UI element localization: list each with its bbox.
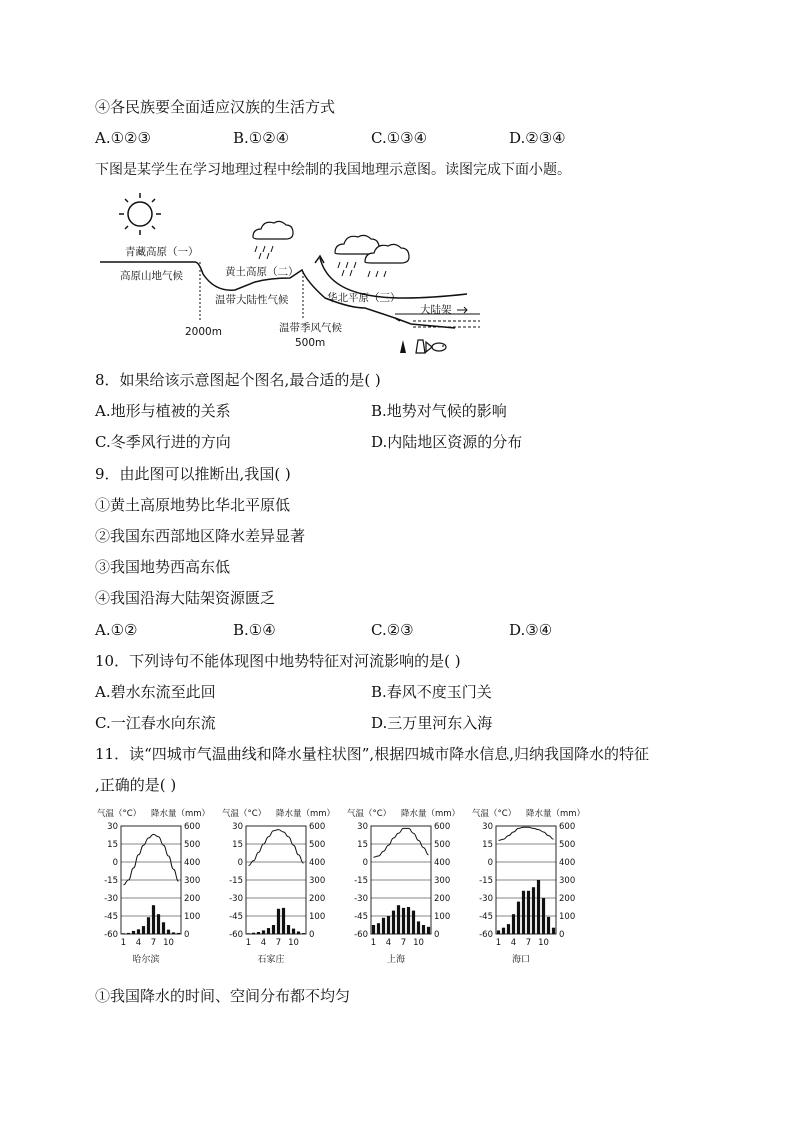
precipitation-bar xyxy=(527,891,530,934)
precipitation-bar xyxy=(387,916,390,934)
tick-label-temperature: 0 xyxy=(487,858,493,868)
precipitation-bar xyxy=(522,891,525,934)
tick-label-temperature: -60 xyxy=(104,930,118,940)
precipitation-bar xyxy=(297,931,300,934)
gas-icon xyxy=(416,340,425,353)
tick-label-temperature: 15 xyxy=(107,840,118,850)
precipitation-bar xyxy=(427,927,430,934)
tick-label-precipitation: 200 xyxy=(559,894,576,904)
label-huangtu: 黄土高原（二） xyxy=(225,266,299,278)
precipitation-bar xyxy=(247,933,250,934)
q8-option-a[interactable]: A.地形与植被的关系 xyxy=(95,402,231,420)
tick-label-precipitation: 600 xyxy=(184,822,201,832)
q9-option-d[interactable]: D.③④ xyxy=(509,621,553,639)
tick-label-precipitation: 200 xyxy=(434,894,451,904)
precipitation-bar xyxy=(547,917,550,934)
rain-cloud-icon xyxy=(253,221,293,259)
tick-label-temperature: -60 xyxy=(229,930,243,940)
month-tick-label: 10 xyxy=(538,938,549,948)
tick-label-temperature: -15 xyxy=(354,876,368,886)
month-tick-label: 1 xyxy=(120,938,127,948)
fish-icon xyxy=(426,342,446,352)
option-b[interactable]: B.①②④ xyxy=(233,129,290,147)
tick-label-precipitation: 600 xyxy=(309,822,326,832)
precipitation-bar xyxy=(382,918,385,934)
tick-label-temperature: -45 xyxy=(479,912,493,922)
q9-statement-3: ③我国地势西高东低 xyxy=(95,558,231,576)
tick-label-precipitation: 400 xyxy=(559,858,576,868)
precipitation-bar xyxy=(257,932,260,934)
month-tick-label: 7 xyxy=(525,938,532,948)
precipitation-bar xyxy=(537,880,540,934)
tick-label-precipitation: 0 xyxy=(309,930,315,940)
q9-statement-4: ④我国沿海大陆架资源匮乏 xyxy=(95,589,276,607)
axis-label-precipitation: 降水量（mm） xyxy=(151,809,211,819)
tick-label-temperature: 30 xyxy=(107,822,118,832)
sun-icon xyxy=(119,193,161,235)
tick-label-precipitation: 500 xyxy=(559,840,576,850)
tick-label-precipitation: 300 xyxy=(434,876,451,886)
tick-label-temperature: -15 xyxy=(104,876,118,886)
month-tick-label: 4 xyxy=(385,938,392,948)
precipitation-bar xyxy=(127,933,130,934)
axis-label-temperature: 气温（°C） xyxy=(347,809,392,819)
month-tick-label: 1 xyxy=(495,938,502,948)
precipitation-bar xyxy=(142,926,145,934)
label-2000m: 2000m xyxy=(185,326,222,338)
axis-label-precipitation: 降水量（mm） xyxy=(526,809,586,819)
tick-label-temperature: -45 xyxy=(229,912,243,922)
tick-label-temperature: 15 xyxy=(232,840,243,850)
month-tick-label: 4 xyxy=(135,938,142,948)
tick-label-precipitation: 500 xyxy=(434,840,451,850)
tick-label-precipitation: 100 xyxy=(434,912,451,922)
month-tick-label: 10 xyxy=(413,938,424,948)
precipitation-bar xyxy=(422,925,425,934)
tick-label-temperature: -60 xyxy=(354,930,368,940)
precipitation-bar xyxy=(162,922,165,934)
tick-label-temperature: -30 xyxy=(104,894,118,904)
precipitation-bar xyxy=(287,925,290,934)
month-tick-label: 7 xyxy=(275,938,282,948)
tick-label-precipitation: 300 xyxy=(184,876,201,886)
tick-label-temperature: -30 xyxy=(354,894,368,904)
tick-label-temperature: -30 xyxy=(229,894,243,904)
precipitation-bar xyxy=(407,907,410,934)
precipitation-bar xyxy=(302,933,305,934)
tick-label-temperature: -45 xyxy=(104,912,118,922)
tick-label-precipitation: 300 xyxy=(309,876,326,886)
precipitation-bar xyxy=(167,930,170,934)
precipitation-bar xyxy=(397,905,400,934)
statement-4: ④各民族要全面适应汉族的生活方式 xyxy=(95,98,336,116)
precipitation-bar xyxy=(402,908,405,934)
city-name-label: 海口 xyxy=(511,955,531,965)
label-continental-climate: 温带大陆性气候 xyxy=(215,294,289,306)
q9-option-a[interactable]: A.①② xyxy=(95,621,138,639)
label-500m: 500m xyxy=(295,337,326,349)
tick-label-temperature: -30 xyxy=(479,894,493,904)
label-qingzang: 青藏高原（一） xyxy=(125,246,199,258)
tick-label-precipitation: 100 xyxy=(309,912,326,922)
precipitation-bar xyxy=(172,932,175,934)
q10-stem: 10．下列诗句不能体现图中地势特征对河流影响的是( ) xyxy=(95,652,461,670)
q10-option-c[interactable]: C.一江春水向东流 xyxy=(95,714,216,732)
month-tick-label: 7 xyxy=(400,938,407,948)
precipitation-bar xyxy=(157,914,160,934)
rain-cloud-icon xyxy=(335,235,409,277)
tick-label-precipitation: 500 xyxy=(184,840,201,850)
precipitation-bar xyxy=(177,933,180,934)
q8-stem: 8．如果给该示意图起个图名,最合适的是( ) xyxy=(95,371,381,389)
tick-label-temperature: -45 xyxy=(354,912,368,922)
tick-label-temperature: 30 xyxy=(357,822,368,832)
tick-label-precipitation: 200 xyxy=(184,894,201,904)
q9-option-b[interactable]: B.①④ xyxy=(233,621,276,639)
precipitation-bar xyxy=(147,917,150,934)
q10-option-d[interactable]: D.三万里河东入海 xyxy=(371,714,493,732)
tick-label-precipitation: 100 xyxy=(559,912,576,922)
tick-label-precipitation: 400 xyxy=(184,858,201,868)
city-name-label: 上海 xyxy=(386,955,406,965)
q11-statement-1: ①我国降水的时间、空间分布都不均匀 xyxy=(95,987,351,1005)
precipitation-bar xyxy=(272,925,275,934)
tick-label-precipitation: 0 xyxy=(559,930,565,940)
tick-label-temperature: 30 xyxy=(232,822,243,832)
tick-label-temperature: -60 xyxy=(479,930,493,940)
precipitation-bar xyxy=(137,929,140,934)
precipitation-bar xyxy=(122,933,125,934)
precipitation-bar xyxy=(552,928,555,934)
intro-text: 下图是某学生在学习地理过程中绘制的我国地理示意图。读图完成下面小题。 xyxy=(95,162,571,178)
precipitation-bar xyxy=(507,924,510,934)
precipitation-bar xyxy=(372,925,375,934)
tick-label-precipitation: 400 xyxy=(309,858,326,868)
tick-label-temperature: -15 xyxy=(479,876,493,886)
precipitation-bar xyxy=(267,928,270,934)
axis-label-temperature: 气温（°C） xyxy=(472,809,517,819)
q9-statement-2: ②我国东西部地区降水差异显著 xyxy=(95,527,306,545)
q9-option-c[interactable]: C.②③ xyxy=(371,621,414,639)
precipitation-bar xyxy=(132,931,135,934)
q9-stem: 9．由此图可以推断出,我国( ) xyxy=(95,465,291,483)
tick-label-precipitation: 200 xyxy=(309,894,326,904)
month-tick-label: 7 xyxy=(150,938,157,948)
axis-label-precipitation: 降水量（mm） xyxy=(401,809,461,819)
axis-label-precipitation: 降水量（mm） xyxy=(276,809,336,819)
precipitation-bar xyxy=(292,929,295,934)
tick-label-precipitation: 500 xyxy=(309,840,326,850)
precipitation-bar xyxy=(377,923,380,934)
q10-option-b[interactable]: B.春风不度玉门关 xyxy=(371,683,492,701)
month-tick-label: 4 xyxy=(510,938,517,948)
month-tick-label: 10 xyxy=(288,938,299,948)
terrain-diagram xyxy=(95,190,495,360)
option-a[interactable]: A.①②③ xyxy=(95,129,151,147)
temperature-curve xyxy=(499,827,554,840)
tick-label-temperature: 0 xyxy=(362,858,368,868)
city-name-label: 石家庄 xyxy=(257,955,285,965)
precipitation-bar xyxy=(252,933,255,934)
month-tick-label: 10 xyxy=(163,938,174,948)
climate-charts xyxy=(95,804,595,974)
precipitation-bar xyxy=(542,898,545,934)
precipitation-bar xyxy=(497,930,500,934)
label-shelf: 大陆架 xyxy=(420,304,452,316)
axis-label-temperature: 气温（°C） xyxy=(222,809,267,819)
q8-option-b[interactable]: B.地势对气候的影响 xyxy=(371,402,507,420)
precipitation-bar xyxy=(412,911,415,934)
precipitation-bar xyxy=(262,930,265,934)
oil-icon xyxy=(400,340,406,353)
option-c[interactable]: C.①③④ xyxy=(371,129,428,147)
tick-label-precipitation: 300 xyxy=(559,876,576,886)
option-d[interactable]: D.②③④ xyxy=(509,129,566,147)
month-tick-label: 1 xyxy=(370,938,377,948)
temperature-curve xyxy=(249,830,304,866)
month-tick-label: 4 xyxy=(260,938,267,948)
precipitation-bar xyxy=(417,921,420,934)
tick-label-temperature: 0 xyxy=(112,858,118,868)
city-name-label: 哈尔滨 xyxy=(132,955,160,965)
q11-stem: 11．读“四城市气温曲线和降水量柱状图”,根据四城市降水信息,归纳我国降水的特征 xyxy=(95,745,649,763)
tick-label-precipitation: 0 xyxy=(184,930,190,940)
tick-label-precipitation: 100 xyxy=(184,912,201,922)
tick-label-temperature: -15 xyxy=(229,876,243,886)
axis-label-temperature: 气温（°C） xyxy=(97,809,142,819)
tick-label-temperature: 15 xyxy=(357,840,368,850)
precipitation-bar xyxy=(517,902,520,934)
tick-label-precipitation: 0 xyxy=(434,930,440,940)
q9-statement-1: ①黄土高原地势比华北平原低 xyxy=(95,496,291,514)
tick-label-precipitation: 400 xyxy=(434,858,451,868)
label-plateau-climate: 高原山地气候 xyxy=(120,270,183,282)
q10-option-a[interactable]: A.碧水东流至此回 xyxy=(95,683,216,701)
precipitation-bar xyxy=(532,887,535,934)
q8-option-c[interactable]: C.冬季风行进的方向 xyxy=(95,433,231,451)
temperature-curve xyxy=(374,828,429,857)
precipitation-bar xyxy=(512,914,515,934)
precipitation-bar xyxy=(152,905,155,934)
precipitation-bar xyxy=(502,928,505,934)
tick-label-precipitation: 600 xyxy=(434,822,451,832)
label-monsoon-climate: 温带季风气候 xyxy=(279,322,342,334)
temperature-curve xyxy=(124,834,179,884)
tick-label-temperature: 30 xyxy=(482,822,493,832)
tick-label-temperature: 15 xyxy=(482,840,493,850)
q11-stem-cont: ,正确的是( ) xyxy=(95,776,177,794)
month-tick-label: 1 xyxy=(245,938,252,948)
label-huabei: 华北平原（三） xyxy=(327,292,401,304)
precipitation-bar xyxy=(277,909,280,934)
q8-option-d[interactable]: D.内陆地区资源的分布 xyxy=(371,433,523,451)
precipitation-bar xyxy=(282,908,285,934)
tick-label-precipitation: 600 xyxy=(559,822,576,832)
tick-label-temperature: 0 xyxy=(237,858,243,868)
precipitation-bar xyxy=(392,911,395,934)
